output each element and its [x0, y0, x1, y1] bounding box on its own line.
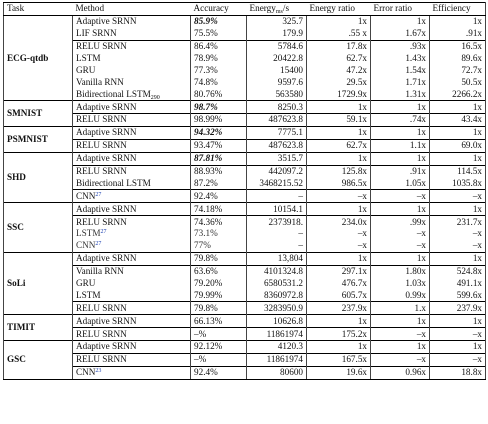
accuracy-cell: 92.12% [191, 341, 247, 354]
energy-ratio-cell: 476.7x [307, 278, 371, 290]
task-name: TIMIT [4, 315, 73, 341]
efficiency-cell: 1035.8x [430, 177, 486, 189]
task-name: SMNIST [4, 101, 73, 127]
method-cell [73, 28, 191, 40]
energy-cell: 487623.8 [247, 114, 307, 127]
table-row [4, 228, 486, 240]
method-cell [73, 203, 191, 216]
table-row [4, 265, 486, 277]
method-cell [73, 15, 191, 27]
method-name: Bidirectional LSTM [76, 88, 151, 99]
table-row [4, 126, 486, 139]
method-name: GRU [76, 64, 96, 75]
method-name: Adaptive SRNN [76, 16, 137, 27]
method-name: LSTM [76, 228, 101, 239]
error-ratio-cell: 1.67x [371, 28, 430, 40]
method-cell [73, 302, 191, 315]
energy-ratio-cell: 1x [307, 152, 371, 165]
table-row [4, 341, 486, 354]
results-table-container [3, 2, 485, 380]
method-cell [73, 289, 191, 301]
table-row [4, 76, 486, 88]
energy-cell: 3283950.9 [247, 302, 307, 315]
accuracy-cell: 66.13% [191, 315, 247, 328]
method-name: RELU SRNN [76, 302, 127, 313]
table-row [4, 366, 486, 379]
efficiency-cell: 72.7x [430, 64, 486, 76]
table-row [4, 139, 486, 152]
efficiency-cell: 1x [430, 15, 486, 27]
method-cell [73, 265, 191, 277]
method-cell [73, 126, 191, 139]
results-table [3, 2, 486, 380]
header-method: Method [73, 3, 191, 16]
accuracy-cell: –% [191, 328, 247, 341]
accuracy-cell: 79.8% [191, 302, 247, 315]
task-name: SoLi [4, 252, 73, 314]
table-row [4, 252, 486, 265]
efficiency-cell: 2266.2x [430, 88, 486, 100]
energy-cell: 5784.6 [247, 40, 307, 52]
energy-ratio-cell: 1x [307, 252, 371, 265]
accuracy-cell: 93.47% [191, 139, 247, 152]
energy-cell: 325.7 [247, 15, 307, 27]
table-row [4, 278, 486, 290]
method-name: Adaptive SRNN [76, 153, 137, 164]
table-row [4, 328, 486, 341]
energy-ratio-cell: 986.5x [307, 177, 371, 189]
energy-ratio-cell: 125.8x [307, 165, 371, 177]
efficiency-cell: –x [430, 328, 486, 341]
error-ratio-cell: 1x [371, 126, 430, 139]
energy-ratio-cell: 1x [307, 126, 371, 139]
accuracy-cell: 79.8% [191, 252, 247, 265]
energy-cell: 8250.3 [247, 101, 307, 114]
method-cell [73, 353, 191, 366]
method-name: Adaptive SRNN [76, 101, 137, 112]
energy-cell: 3468215.52 [247, 177, 307, 189]
efficiency-cell: 69.0x [430, 139, 486, 152]
table-row [4, 190, 486, 203]
energy-ratio-cell: 175.2x [307, 328, 371, 341]
method-cell [73, 152, 191, 165]
method-cell [73, 252, 191, 265]
header-error-ratio: Error ratio [371, 3, 430, 16]
table-row [4, 64, 486, 76]
table-row [4, 165, 486, 177]
method-name: CNN [76, 240, 96, 251]
accuracy-cell: 92.4% [191, 190, 247, 203]
energy-cell: 442097.2 [247, 165, 307, 177]
energy-ratio-cell: –x [307, 228, 371, 240]
efficiency-cell: –x [430, 240, 486, 252]
energy-ratio-cell: 1x [307, 341, 371, 354]
method-name: Vanilla RNN [76, 266, 124, 277]
error-ratio-cell: 1.80x [371, 265, 430, 277]
header-energy [247, 3, 307, 16]
table-row [4, 40, 486, 52]
method-cell [73, 88, 191, 100]
table-row [4, 88, 486, 100]
efficiency-cell: 1x [430, 203, 486, 216]
error-ratio-cell: .93x [371, 40, 430, 52]
energy-ratio-cell: 1729.9x [307, 88, 371, 100]
error-ratio-cell: 1x [371, 252, 430, 265]
error-ratio-cell: –x [371, 353, 430, 366]
efficiency-cell: 50.5x [430, 76, 486, 88]
table-row [4, 114, 486, 127]
energy-ratio-cell: 1x [307, 315, 371, 328]
energy-ratio-cell: 19.6x [307, 366, 371, 379]
method-name: Vanilla RNN [76, 76, 124, 87]
method-name: GRU [76, 278, 96, 289]
accuracy-cell: 74.18% [191, 203, 247, 216]
method-cell [73, 366, 191, 379]
error-ratio-cell: 0.99x [371, 289, 430, 301]
method-cell [73, 53, 191, 65]
method-name: Adaptive SRNN [76, 127, 137, 138]
method-name: CNN [76, 190, 96, 201]
accuracy-cell: 77% [191, 240, 247, 252]
error-ratio-cell: 1.31x [371, 88, 430, 100]
table-row [4, 240, 486, 252]
efficiency-cell: 1x [430, 101, 486, 114]
error-ratio-cell: 1.1x [371, 139, 430, 152]
citation-ref: 27 [95, 241, 102, 248]
efficiency-cell: 16.5x [430, 40, 486, 52]
accuracy-cell: 78.9% [191, 53, 247, 65]
efficiency-cell: –x [430, 190, 486, 203]
method-cell [73, 228, 191, 240]
table-row [4, 302, 486, 315]
accuracy-cell: 87.2% [191, 177, 247, 189]
error-ratio-cell: 1.54x [371, 64, 430, 76]
error-ratio-cell: 0.96x [371, 366, 430, 379]
method-cell [73, 114, 191, 127]
accuracy-cell: 85.9% [191, 15, 247, 27]
error-ratio-cell: 1.05x [371, 177, 430, 189]
method-name: Adaptive SRNN [76, 341, 137, 352]
error-ratio-cell: 1.43x [371, 53, 430, 65]
energy-ratio-cell: 62.7x [307, 139, 371, 152]
accuracy-cell: 86.4% [191, 40, 247, 52]
efficiency-cell: .91x [430, 28, 486, 40]
accuracy-cell: 74.8% [191, 76, 247, 88]
energy-cell: 7775.1 [247, 126, 307, 139]
energy-cell: 10626.8 [247, 315, 307, 328]
error-ratio-cell: 1x [371, 315, 430, 328]
error-ratio-cell: –x [371, 228, 430, 240]
efficiency-cell: 491.1x [430, 278, 486, 290]
task-name: ECG-qtdb [4, 15, 73, 100]
error-ratio-cell: 1x [371, 152, 430, 165]
method-name: RELU SRNN [76, 41, 127, 52]
efficiency-cell: 89.6x [430, 53, 486, 65]
method-name: LIF SRNN [76, 28, 117, 39]
task-name: GSC [4, 341, 73, 380]
accuracy-cell: 88.93% [191, 165, 247, 177]
energy-ratio-cell: –x [307, 240, 371, 252]
header-accuracy: Accuracy [191, 3, 247, 16]
method-name: RELU SRNN [76, 328, 127, 339]
energy-cell: 13,804 [247, 252, 307, 265]
efficiency-cell: 1x [430, 315, 486, 328]
method-cell [73, 315, 191, 328]
method-name: Adaptive SRNN [76, 253, 137, 264]
energy-cell: 80600 [247, 366, 307, 379]
accuracy-cell: 79.20% [191, 278, 247, 290]
efficiency-cell: 114.5x [430, 165, 486, 177]
method-cell [73, 40, 191, 52]
efficiency-cell: 1x [430, 152, 486, 165]
energy-cell: 487623.8 [247, 139, 307, 152]
energy-cell: 9597.6 [247, 76, 307, 88]
method-cell [73, 64, 191, 76]
method-cell [73, 165, 191, 177]
method-name: LSTM [76, 289, 101, 300]
accuracy-cell: 92.4% [191, 366, 247, 379]
header-task: Task [4, 3, 73, 16]
energy-ratio-cell: –x [307, 190, 371, 203]
energy-ratio-cell: 1x [307, 101, 371, 114]
error-ratio-cell: –x [371, 240, 430, 252]
table-row [4, 53, 486, 65]
energy-cell: 10154.1 [247, 203, 307, 216]
error-ratio-cell: .74x [371, 114, 430, 127]
error-ratio-cell: 1x [371, 15, 430, 27]
header-energy-label: Energy [249, 3, 276, 14]
table-row [4, 353, 486, 366]
efficiency-cell: 237.9x [430, 302, 486, 315]
header-energy-sub: ms [275, 9, 283, 16]
energy-cell: 15400 [247, 64, 307, 76]
header-energy-ratio: Energy ratio [307, 3, 371, 16]
efficiency-cell: –x [430, 228, 486, 240]
method-name: RELU SRNN [76, 216, 127, 227]
efficiency-cell: 1x [430, 126, 486, 139]
energy-cell: 3515.7 [247, 152, 307, 165]
energy-ratio-cell: 234.0x [307, 216, 371, 228]
efficiency-cell: 43.4x [430, 114, 486, 127]
accuracy-cell: 79.99% [191, 289, 247, 301]
task-name: SHD [4, 152, 73, 203]
error-ratio-cell: 1x [371, 101, 430, 114]
efficiency-cell: 1x [430, 341, 486, 354]
energy-cell: 4120.3 [247, 341, 307, 354]
method-name: RELU SRNN [76, 166, 127, 177]
accuracy-cell: –% [191, 353, 247, 366]
table-row [4, 101, 486, 114]
accuracy-cell: 63.6% [191, 265, 247, 277]
energy-ratio-cell: .55 x [307, 28, 371, 40]
accuracy-cell: 73.1% [191, 228, 247, 240]
accuracy-cell: 77.3% [191, 64, 247, 76]
error-ratio-cell: .99x [371, 216, 430, 228]
method-cell [73, 177, 191, 189]
method-cell [73, 278, 191, 290]
error-ratio-cell: –x [371, 328, 430, 341]
header-efficiency: Efficiency [430, 3, 486, 16]
energy-cell: – [247, 228, 307, 240]
citation-ref: 27 [95, 191, 102, 198]
energy-cell: – [247, 240, 307, 252]
energy-ratio-cell: 297.1x [307, 265, 371, 277]
method-cell [73, 328, 191, 341]
task-name: PSMNIST [4, 126, 73, 152]
method-name: Bidirectional LSTM [76, 177, 151, 188]
energy-ratio-cell: 167.5x [307, 353, 371, 366]
table-row [4, 315, 486, 328]
header-energy-unit: /s [282, 3, 290, 14]
method-subscript: 290 [150, 94, 160, 101]
efficiency-cell: 18.8x [430, 366, 486, 379]
error-ratio-cell: 1.03x [371, 278, 430, 290]
accuracy-cell: 87.81% [191, 152, 247, 165]
energy-cell: 2373918. [247, 216, 307, 228]
energy-ratio-cell: 62.7x [307, 53, 371, 65]
table-row [4, 152, 486, 165]
task-name: SSC [4, 203, 73, 253]
efficiency-cell: 231.7x [430, 216, 486, 228]
energy-ratio-cell: 29.5x [307, 76, 371, 88]
efficiency-cell: 524.8x [430, 265, 486, 277]
method-cell [73, 101, 191, 114]
method-name: Adaptive SRNN [76, 315, 137, 326]
table-row [4, 216, 486, 228]
accuracy-cell: 98.99% [191, 114, 247, 127]
method-name: CNN [76, 367, 96, 378]
energy-cell: 8360972.8 [247, 289, 307, 301]
energy-ratio-cell: 17.8x [307, 40, 371, 52]
error-ratio-cell: 1x [371, 341, 430, 354]
method-cell [73, 190, 191, 203]
efficiency-cell: 1x [430, 252, 486, 265]
energy-ratio-cell: 59.1x [307, 114, 371, 127]
accuracy-cell: 74.36% [191, 216, 247, 228]
table-row [4, 203, 486, 216]
error-ratio-cell: 1.71x [371, 76, 430, 88]
energy-cell: 179.9 [247, 28, 307, 40]
efficiency-cell: 599.6x [430, 289, 486, 301]
energy-cell: 4101324.8 [247, 265, 307, 277]
table-row [4, 15, 486, 27]
energy-cell: – [247, 190, 307, 203]
accuracy-cell: 94.32% [191, 126, 247, 139]
error-ratio-cell: 1x [371, 203, 430, 216]
method-name: RELU SRNN [76, 140, 127, 151]
method-name: LSTM [76, 53, 101, 63]
method-cell [73, 240, 191, 252]
accuracy-cell: 98.7% [191, 101, 247, 114]
error-ratio-cell: .91x [371, 165, 430, 177]
citation-ref: 27 [100, 229, 107, 236]
efficiency-cell: –x [430, 353, 486, 366]
energy-ratio-cell: 605.7x [307, 289, 371, 301]
accuracy-cell: 75.5% [191, 28, 247, 40]
energy-cell: 6580531.2 [247, 278, 307, 290]
energy-cell: 11861974 [247, 353, 307, 366]
method-name: Adaptive SRNN [76, 203, 137, 214]
table-row [4, 28, 486, 40]
energy-ratio-cell: 237.9x [307, 302, 371, 315]
energy-cell: 563580 [247, 88, 307, 100]
method-cell [73, 341, 191, 354]
header-row [4, 3, 486, 16]
method-name: RELU SRNN [76, 114, 127, 125]
table-row [4, 177, 486, 189]
method-name: RELU SRNN [76, 354, 127, 365]
method-cell [73, 139, 191, 152]
accuracy-cell: 80.76% [191, 88, 247, 100]
citation-ref: 23 [95, 368, 102, 375]
results-body [4, 15, 486, 379]
method-cell [73, 76, 191, 88]
method-cell [73, 216, 191, 228]
energy-ratio-cell: 1x [307, 203, 371, 216]
error-ratio-cell: –x [371, 190, 430, 203]
energy-ratio-cell: 1x [307, 15, 371, 27]
error-ratio-cell: 1.x [371, 302, 430, 315]
energy-cell: 20422.8 [247, 53, 307, 65]
energy-ratio-cell: 47.2x [307, 64, 371, 76]
table-row [4, 289, 486, 301]
energy-cell: 11861974 [247, 328, 307, 341]
